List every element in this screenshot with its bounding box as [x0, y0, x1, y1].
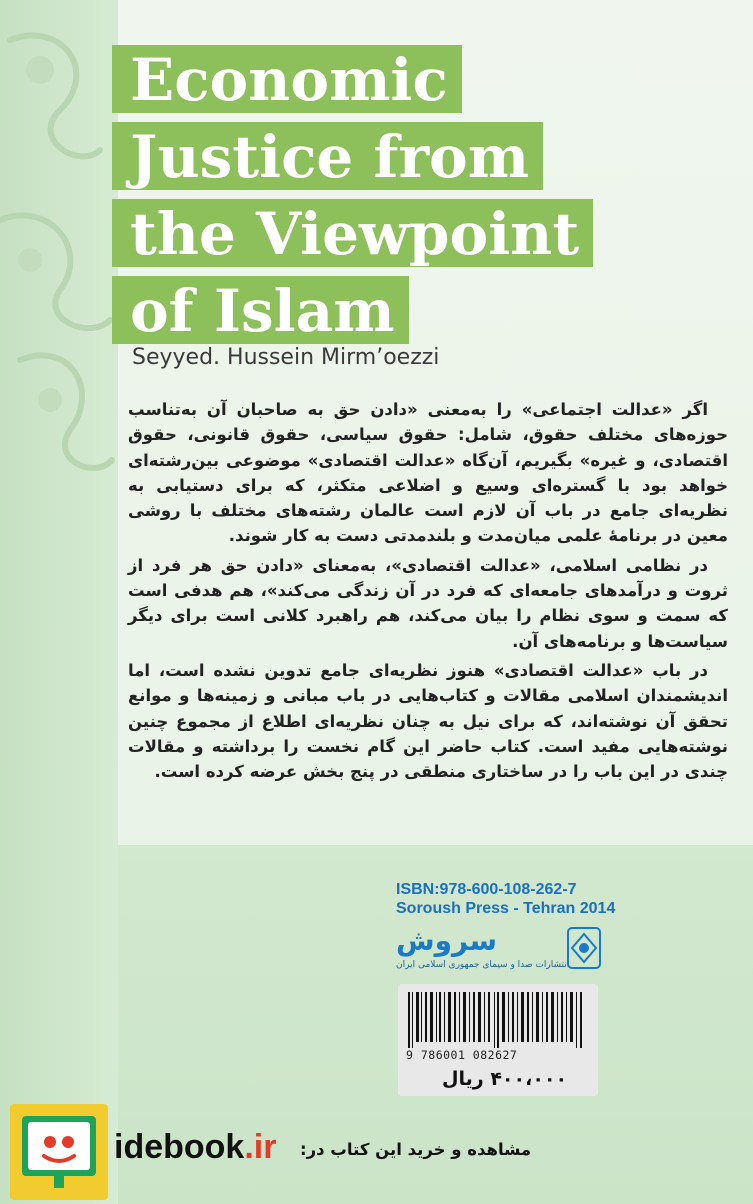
ornament-emblem-icon: [566, 926, 602, 970]
synopsis-paragraph: در نظامی اسلامی، «عدالت اقتصادی»، به‌معنای «دادن حق هر فرد از ثروت و درآمدهای جامعه‌ای که فرد در آن زندگی می‌کند»، هم هدفی است که سمت و سوی نظام را بیان می‌کند، هم راهبرد کلانی است برای دیگر سیاست‌ها و برنامه‌های آن.: [128, 555, 728, 651]
title-line-1: Economic: [112, 45, 462, 113]
publisher-subtitle: انتشارات صدا و سیمای جمهوری اسلامی ایران: [396, 960, 570, 970]
synopsis-paragraph: در باب «عدالت اقتصادی» هنوز نظریه‌ای جامع تدوین نشده است، اما اندیشمندان اسلامی مقالات و کتاب‌هایی در باب مبانی و زمینه‌ها و موانع تحقق آن نوشته‌اند، که برای نیل به چنان نظریه‌ای اطلاع از مجموع چنین نوشته‌هایی مفید است. کتاب حاضر این گام نخست را برداشته و مقالات چندی در این باب را در ساختاری منطقی در پنج بخش عرضه کرده است.: [128, 660, 728, 782]
book-smiley-icon: [10, 1104, 108, 1200]
site-name-suffix: .ir: [244, 1128, 277, 1166]
floral-ornament-icon: [0, 0, 118, 520]
imprint-line: Soroush Press - Tehran 2014: [396, 900, 616, 917]
site-banner[interactable]: [0, 1098, 753, 1204]
title-line-4: of Islam: [112, 276, 409, 344]
title-line-3: the Viewpoint: [112, 199, 593, 267]
publisher-logo: [396, 924, 606, 980]
price-label: ۴۰۰،۰۰۰ ریال: [442, 1068, 568, 1090]
site-logo[interactable]: [10, 1104, 108, 1200]
synopsis: [128, 397, 728, 788]
site-name[interactable]: [114, 1128, 276, 1167]
author-name: Seyyed. Hussein Mirm’oezzi: [132, 345, 440, 370]
barcode: [398, 984, 598, 1096]
synopsis-paragraph: اگر «عدالت اجتماعی» را به‌معنی «دادن حق به صاحبان آن به‌تناسب حوزه‌های مختلف حقوق، شامل: حقوق سیاسی، حقوق قانونی، حقوق اقتصادی، و غیره» بگیریم، آن‌گاه «عدالت اقتصادی» موضوعی بین‌رشته‌ای خواهد بود با گستره‌ای وسیع و اضلاعی متکثر، که برای دستیابی به نظریه‌ای جامع در باب آن لازم است عالمان رشته‌های مختلف با روشی معین در برنامهٔ علمی میان‌مدت و بلندمدتی دست به کار شوند.: [128, 400, 728, 546]
isbn-block: [396, 880, 615, 918]
site-name-prefix: idebook: [114, 1128, 245, 1166]
barcode-bars-icon: [408, 992, 588, 1048]
site-tagline: مشاهده و خرید این کتاب در:: [300, 1140, 532, 1159]
isbn-number: ISBN:978-600-108-262-7: [396, 881, 577, 898]
publisher-name: سروش: [396, 924, 497, 957]
title-line-2: Justice from: [112, 122, 543, 190]
barcode-digits: 9 786001 082627: [406, 1048, 518, 1062]
